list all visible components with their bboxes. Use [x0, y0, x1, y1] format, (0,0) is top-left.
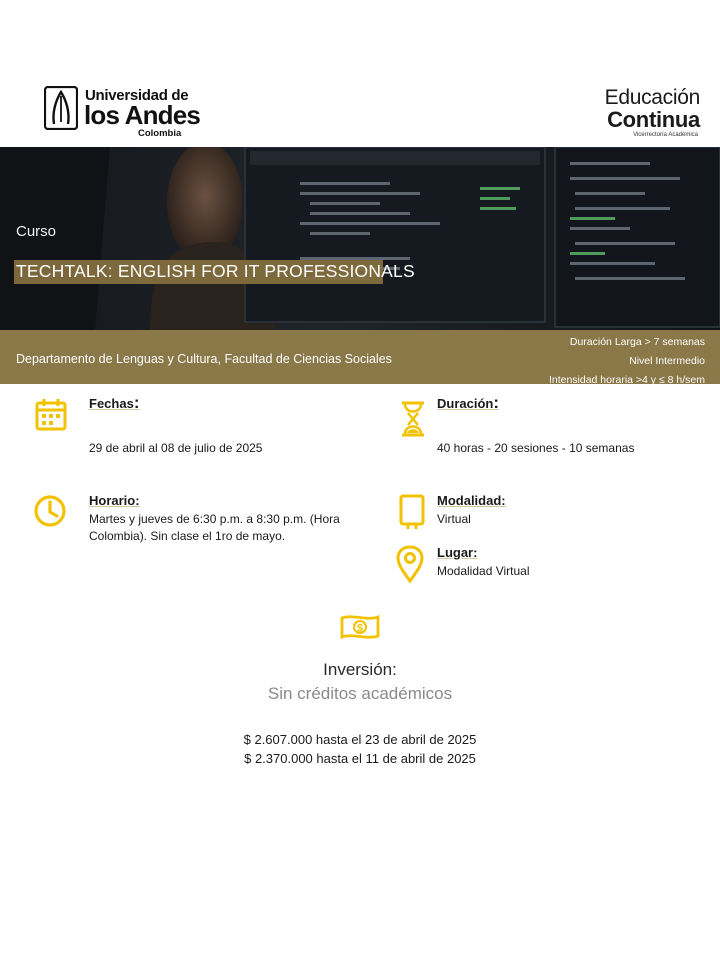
uniandes-name-line2: los Andes [84, 100, 201, 130]
course-meta [549, 333, 705, 390]
uniandes-country: Colombia [138, 128, 182, 139]
meta-level: Nivel Intermedio [629, 355, 705, 367]
banner-photo [0, 147, 720, 330]
course-banner [0, 147, 720, 330]
uniandes-name-line1: Universidad de [85, 87, 189, 104]
hourglass-icon [396, 400, 430, 438]
horario-value: Martes y jueves de 6:30 p.m. a 8:30 p.m. (Hora Colombia). Sin clase el 1ro de mayo. [89, 512, 340, 543]
meta-intensity: Intensidad horaria >4 y ≤ 8 h/sem [548, 374, 705, 386]
meta-duration: Duración Larga > 7 semanas [569, 336, 705, 348]
investment-title: Inversión: [323, 660, 397, 679]
educacion-line3: Vicerrectoría Académica [633, 132, 698, 138]
uniandes-logo [44, 84, 201, 142]
uniandes-emblem-icon [44, 86, 78, 130]
calendar-icon [34, 396, 68, 434]
educacion-line1: Educación [604, 86, 700, 109]
educacion-line2: Continua [607, 107, 700, 132]
modalidad-value: Virtual [437, 512, 471, 526]
course-info-band [0, 330, 720, 384]
fechas-value: 29 de abril al 08 de julio de 2025 [89, 441, 263, 455]
investment-subtitle: Sin créditos académicos [267, 684, 453, 703]
course-kicker: Curso [16, 223, 57, 240]
modalidad-label: Modalidad: [437, 493, 506, 508]
duracion-label: Duración: [437, 393, 500, 412]
horario-label: Horario: [89, 493, 140, 508]
svg-text:$: $ [356, 622, 364, 635]
lugar-value: Modalidad Virtual [437, 564, 530, 578]
price-early: $ 2.607.000 hasta el 23 de abril de 2025 [243, 732, 477, 747]
money-bill-icon [338, 612, 382, 642]
price-regular: $ 2.370.000 hasta el 11 de abril de 2025 [244, 751, 476, 766]
lugar-label: Lugar: [437, 545, 478, 560]
fechas-label: Fechas: [89, 393, 140, 412]
location-pin-icon [393, 545, 427, 583]
educacion-continua-logo [560, 86, 700, 144]
department-text: Departamento de Lenguas y Cultura, Facultad de Ciencias Sociales [16, 352, 392, 366]
clock-icon [33, 492, 67, 530]
tablet-icon [397, 492, 431, 530]
course-title: TECHTALK: ENGLISH FOR IT PROFESSIONALS [16, 261, 415, 281]
duracion-value: 40 horas - 20 sesiones - 10 semanas [437, 441, 635, 455]
